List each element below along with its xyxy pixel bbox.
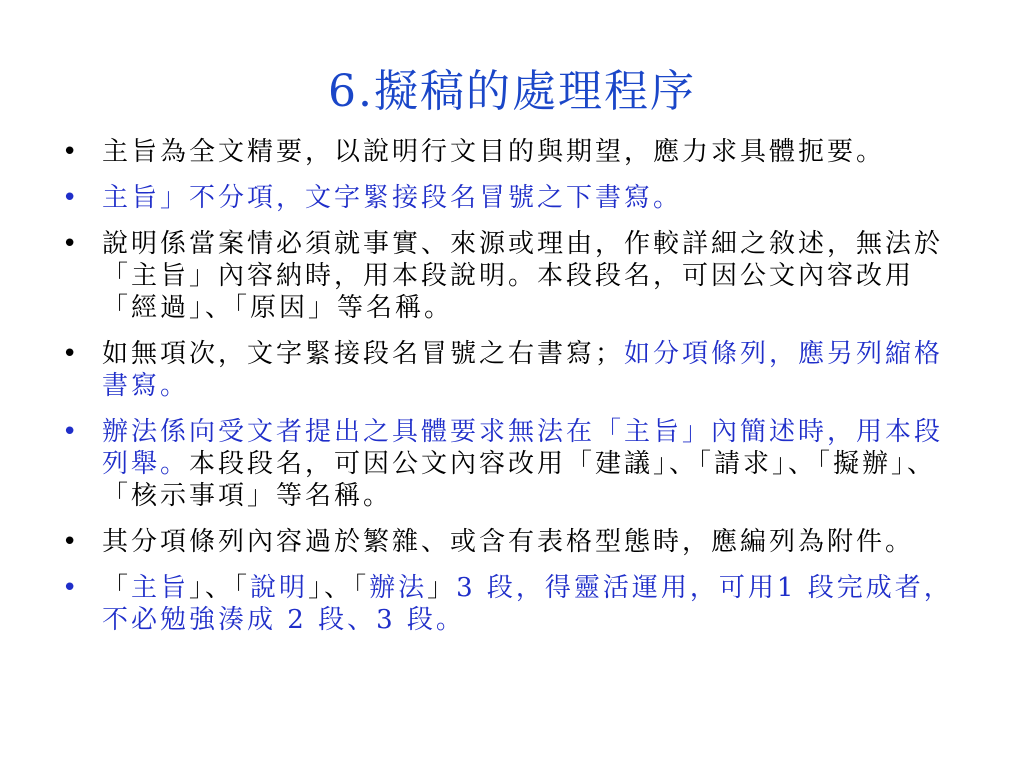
bullet-list xyxy=(62,136,962,650)
bullet-text: 說明係當案情必須就事實、來源或理由，作較詳細之敘述，無法於「主旨」內容納時，用本段說明。本段段名，可因公文內容改用「經過」、「原因」等名稱。 xyxy=(102,229,944,323)
bullet-dot-icon: • xyxy=(62,339,81,369)
bullet-dot-icon: • xyxy=(62,229,81,259)
bullet-text: 如無項次，文字緊接段名冒號之右書寫； xyxy=(102,339,625,369)
bullet-text: 如分項條列，應另列縮格書寫。 xyxy=(102,339,944,401)
bullet-dot-icon: • xyxy=(62,417,81,447)
bullet-text: 3 段，得靈活運用，可用1 段完成者，不必勉強湊成 2 段、3 段。 xyxy=(102,573,953,635)
bullet-text: 其分項條列內容過於繁雜、或含有表格型態時，應編列為附件。 xyxy=(102,527,915,557)
bullet-text: 主旨為全文精要，以說明行文目的與期望，應力求具體扼要。 xyxy=(102,137,886,167)
bullet-item xyxy=(62,572,962,636)
bullet-item xyxy=(62,416,962,512)
bullet-dot-icon: • xyxy=(62,573,81,603)
bullet-text: 「 xyxy=(102,573,132,603)
bullet-dot-icon: • xyxy=(62,137,81,167)
bullet-text: 辦法係向受文者提出之具體要求無法在「主旨」內簡述時，用本段列舉。 xyxy=(102,417,944,479)
slide-title: 6.擬稿的處理程序 xyxy=(328,66,696,117)
bullet-item xyxy=(62,228,962,324)
bullet-item xyxy=(62,182,962,214)
bullet-text: 辦法 xyxy=(369,573,428,603)
bullet-text: 主旨 xyxy=(131,573,190,603)
bullet-item xyxy=(62,338,962,402)
bullet-item xyxy=(62,526,962,558)
bullet-text: 本段段名，可因公文內容改用「建議」、「請求」、「擬辦」、「核示事項」等名稱。 xyxy=(102,449,937,511)
bullet-text: 說明 xyxy=(250,573,309,603)
bullet-dot-icon: • xyxy=(62,183,81,213)
bullet-item xyxy=(62,136,962,168)
bullet-text: 主旨」不分項，文字緊接段名冒號之下書寫。 xyxy=(102,183,683,213)
bullet-text: 」 xyxy=(427,573,457,603)
bullet-text: 」、「 xyxy=(189,573,251,603)
bullet-dot-icon: • xyxy=(62,527,81,557)
bullet-text: 」、「 xyxy=(308,573,370,603)
